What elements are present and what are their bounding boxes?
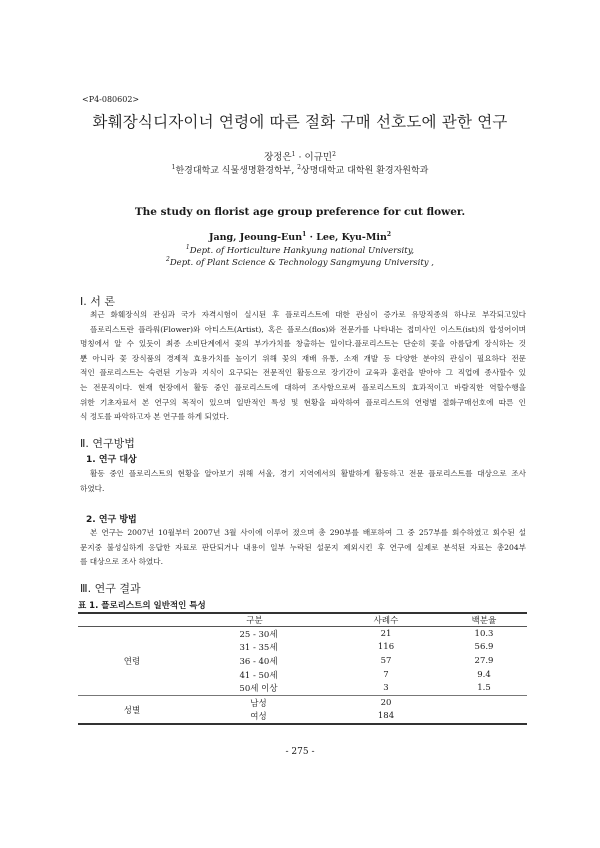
- intro-line: 는 전문직이다. 현재 현장에서 활동 중인 플로리스트에 대하여 조사함으로써 플로리스트의 효과적이고 바람직한 역할수행을: [80, 382, 526, 392]
- table-caption: 표 1. 플로리스트의 일반적인 특성: [78, 601, 206, 611]
- table-cell: 21: [380, 628, 392, 639]
- author-1-sup: 1: [291, 150, 296, 158]
- english-affiliation-2: [0, 256, 600, 268]
- table-cell: 50세 이상: [239, 684, 278, 695]
- table-cell: 20: [331, 695, 441, 709]
- en-author-1: Jang, Jeoung-Eun: [208, 232, 303, 244]
- korean-authors: [0, 149, 600, 163]
- table-cell: 27.9: [474, 655, 494, 666]
- method-paragraph: [80, 526, 526, 570]
- author-2-sup: 2: [332, 150, 336, 158]
- intro-paragraph: [80, 308, 526, 425]
- methods-heading: Ⅱ. 연구방법: [80, 437, 135, 450]
- intro-line: 위한 기초자료서 본 연구의 목적이 있으며 일반적인 특성 및 현황을 파악하여 플로리스트의 연령별 절화구매선호에 따른 인: [80, 397, 526, 407]
- subject-paragraph: [80, 467, 526, 496]
- table-cell: 36 - 40세: [239, 656, 278, 667]
- gender-label: 성별: [78, 695, 186, 724]
- author-2: 이규민: [304, 152, 333, 163]
- author-1: 장정은: [264, 152, 292, 163]
- table-cell: 3: [383, 683, 389, 694]
- intro-line: 플로리스트란 플라워(Flower)와 아티스트(Artist), 혹은 플로스(flos)와 전문가를 나타내는 접미사인 이스트(ist)의 합성어이며: [90, 324, 526, 334]
- table-cell: 56.9: [474, 642, 494, 653]
- age-label: 연령: [123, 656, 141, 667]
- intro-line: 식 정도를 파악하고자 본 연구를 하게 되었다.: [80, 412, 229, 422]
- subject-line: 활동 중인 플로리스트의 현황을 알아보기 위해 서울, 경기 지역에서의 활발하게 활동하고 전문 플로리스트를 대상으로 조사: [90, 469, 526, 478]
- method-heading: 2. 연구 방법: [86, 515, 137, 525]
- en-author-sep: ·: [306, 232, 317, 244]
- aff-1: 한경대학교 식물생명환경학부,: [175, 166, 298, 176]
- table-cell: 184: [331, 710, 441, 725]
- intro-heading: Ⅰ. 서 론: [80, 295, 115, 308]
- method-line: 를 대상으로 조사 하였다.: [80, 557, 164, 567]
- table-cell: 1.5: [477, 683, 491, 694]
- paper-code: <P4-080602>: [82, 95, 140, 104]
- table-row: [78, 627, 527, 641]
- table-cell: 남성: [186, 695, 331, 709]
- en-aff-1-sup: 1: [185, 244, 190, 251]
- english-title: The study on florist age group preference for cut flower.: [134, 206, 466, 218]
- table-cell: 9.4: [477, 669, 491, 680]
- table-row: [78, 695, 527, 709]
- aff-2: 상명대학교 대학원 환경자원학과: [300, 166, 429, 176]
- table-cell: 10.3: [474, 628, 494, 639]
- header-percent: 백분율: [441, 613, 527, 627]
- en-author-2-sup: 2: [386, 231, 392, 238]
- header-count: 사례수: [331, 613, 441, 627]
- method-line: 문지중 불성실하게 응답한 자료로 판단되거나 내용이 일부 누락된 설문지 제외시킨 후 연구에 실제로 분석된 자료는 총204부: [80, 542, 526, 552]
- table-header-row: [78, 613, 527, 627]
- korean-affiliations: [0, 163, 600, 176]
- header-category: 구분: [78, 613, 331, 627]
- table-cell: [441, 710, 527, 725]
- korean-title: 화훼장식디자이너 연령에 따른 절화 구매 선호도에 관한 연구: [92, 113, 508, 131]
- characteristics-table: [78, 612, 527, 725]
- table-cell: 41 - 50세: [239, 670, 278, 681]
- en-author-1-sup: 1: [302, 231, 307, 238]
- method-line: 본 연구는 2007년 10월부터 2007년 3월 사이에 이루어 졌으며 총 290부를 배포하여 그 중 257부를 회수하였고 회수된 설: [90, 528, 526, 537]
- author-sep: ·: [295, 152, 305, 163]
- table-cell: 31 - 35세: [239, 643, 278, 654]
- english-authors: [0, 231, 600, 243]
- table-cell: 116: [377, 642, 395, 653]
- results-heading: Ⅲ. 연구 결과: [80, 582, 141, 595]
- subject-heading: 1. 연구 대상: [86, 455, 137, 465]
- table-cell: 여성: [186, 710, 331, 725]
- table-cell: [441, 695, 527, 709]
- en-aff-1-text: Dept. of Horticulture Hankyung national University,: [189, 245, 415, 256]
- intro-line: 뿐 아니라 꽃 장식품의 경제적 효용가치를 높이기 위해 꽃의 재배 유통, 소재 개발 등 다양한 분야의 관심이 필요하다 전문: [80, 353, 526, 363]
- table-cell: 25 - 30세: [239, 629, 278, 640]
- page-number: - 275 -: [285, 747, 315, 757]
- aff-1-sup: 1: [171, 164, 176, 171]
- intro-line: 명칭에서 알 수 있듯이 최종 소비단계에서 꽃의 부가가치를 창출하는 일이다.플로리스트는 단순히 꽃을 아름답게 장식하는 것: [80, 339, 526, 349]
- subject-line: 하였다.: [80, 483, 105, 493]
- en-aff-2-text: Dept. of Plant Science & Technology Sangmyung University ,: [169, 257, 434, 268]
- aff-2-sup: 2: [297, 164, 301, 171]
- intro-line: 적인 플로리스트는 숙련된 기능과 지식이 요구되는 전문적인 활동으로 장기간이 교육과 훈련을 받아야 그 직업에 종사할수 있: [80, 368, 526, 378]
- intro-line: 최근 화훼장식의 관심과 국가 자격시험이 실시된 후 플로리스트에 대한 관심이 증가로 유망직종의 하나로 부각되고있다: [90, 310, 526, 319]
- table-cell: 57: [380, 655, 392, 666]
- english-affiliation-1: [0, 244, 600, 256]
- en-aff-2-sup: 2: [166, 256, 170, 263]
- table-cell: 7: [383, 669, 389, 680]
- en-author-2: Lee, Kyu-Min: [316, 232, 387, 244]
